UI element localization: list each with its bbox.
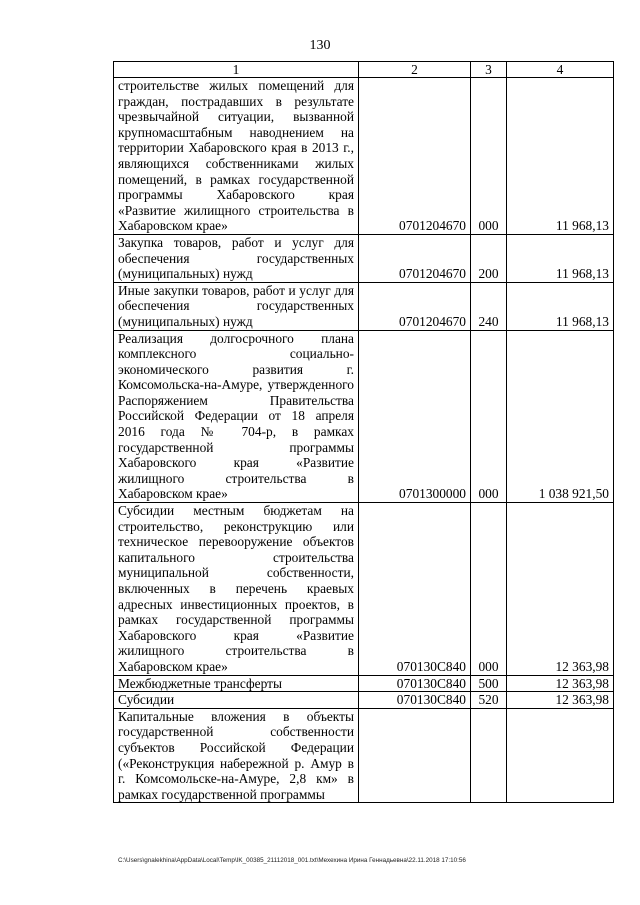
row-amount: 12 363,98 [507, 692, 614, 709]
row-target-code [359, 708, 471, 803]
table-row [114, 78, 614, 235]
row-target-code: 070130С840 [359, 692, 471, 709]
row-description: строительстве жилых помещений для граждан, пострадавших в результате чрезвычайной ситуации, вызванной крупномасштабным наводнением на территории Хабаровского края в 2013 г., являющихся собственниками жилых помещений, в рамках государственной программы Хабаровского края «Развитие жилищного строительства в Хабаровском крае» [114, 78, 359, 235]
row-expense-type: 000 [471, 330, 507, 503]
row-target-code: 0701300000 [359, 330, 471, 503]
row-amount: 11 968,13 [507, 282, 614, 330]
row-expense-type [471, 708, 507, 803]
page-number: 130 [309, 38, 331, 53]
row-description: Субсидии местным бюджетам на строительство, реконструкцию или техническое перевооружение объектов капитального строительства муниципальной собственности, включенных в перечень краевых адресных инвестиционных проектов, в рамках государственной программы Хабаровского края «Развитие жилищного строительства в Хабаровском крае» [114, 503, 359, 676]
row-description: Реализация долгосрочного плана комплексного социально-экономического развития г. Комсомольска-на-Амуре, утвержденного Распоряжением Правительства Российской Федерации от 18 апреля 2016 года № 704-р, в рамках государственной программы Хабаровского края «Развитие жилищного строительства в Хабаровском крае» [114, 330, 359, 503]
row-target-code: 070130С840 [359, 503, 471, 676]
budget-table [113, 61, 614, 803]
row-expense-type: 520 [471, 692, 507, 709]
file-path-footer: C:\Users\gnalekhina\AppData\Local\Temp\IK_00385_21112018_001.txt\Мехехина Ирина Геннадьевна\22.11.2018 17:10:56 [118, 857, 466, 864]
row-description: Иные закупки товаров, работ и услуг для обеспечения государственных (муниципальных) нужд [114, 282, 359, 330]
row-amount: 12 363,98 [507, 675, 614, 692]
row-target-code: 0701204670 [359, 282, 471, 330]
row-expense-type: 000 [471, 503, 507, 676]
row-amount: 1 038 921,50 [507, 330, 614, 503]
row-description: Закупка товаров, работ и услуг для обеспечения государственных (муниципальных) нужд [114, 234, 359, 282]
row-target-code: 070130С840 [359, 675, 471, 692]
table-row [114, 675, 614, 692]
row-target-code: 0701204670 [359, 234, 471, 282]
row-description: Субсидии [114, 692, 359, 709]
row-amount: 11 968,13 [507, 78, 614, 235]
row-expense-type: 240 [471, 282, 507, 330]
row-description: Межбюджетные трансферты [114, 675, 359, 692]
row-amount [507, 708, 614, 803]
row-amount: 11 968,13 [507, 234, 614, 282]
row-amount: 12 363,98 [507, 503, 614, 676]
table-row [114, 330, 614, 503]
table-row [114, 708, 614, 803]
table-row [114, 282, 614, 330]
row-expense-type: 200 [471, 234, 507, 282]
table-row [114, 692, 614, 709]
table-row [114, 503, 614, 676]
row-expense-type: 000 [471, 78, 507, 235]
row-expense-type: 500 [471, 675, 507, 692]
column-header-description: 1 [114, 62, 359, 78]
table-row [114, 234, 614, 282]
column-header-amount: 4 [507, 62, 614, 78]
column-header-expense-type: 3 [471, 62, 507, 78]
row-target-code: 0701204670 [359, 78, 471, 235]
row-description: Капитальные вложения в объекты государственной собственности субъектов Российской Федерации («Реконструкция набережной р. Амур в г. Комсомольске-на-Амуре, 2,8 км» в рамках государственной программы [114, 708, 359, 803]
table-header-row [114, 62, 614, 78]
column-header-target-code: 2 [359, 62, 471, 78]
